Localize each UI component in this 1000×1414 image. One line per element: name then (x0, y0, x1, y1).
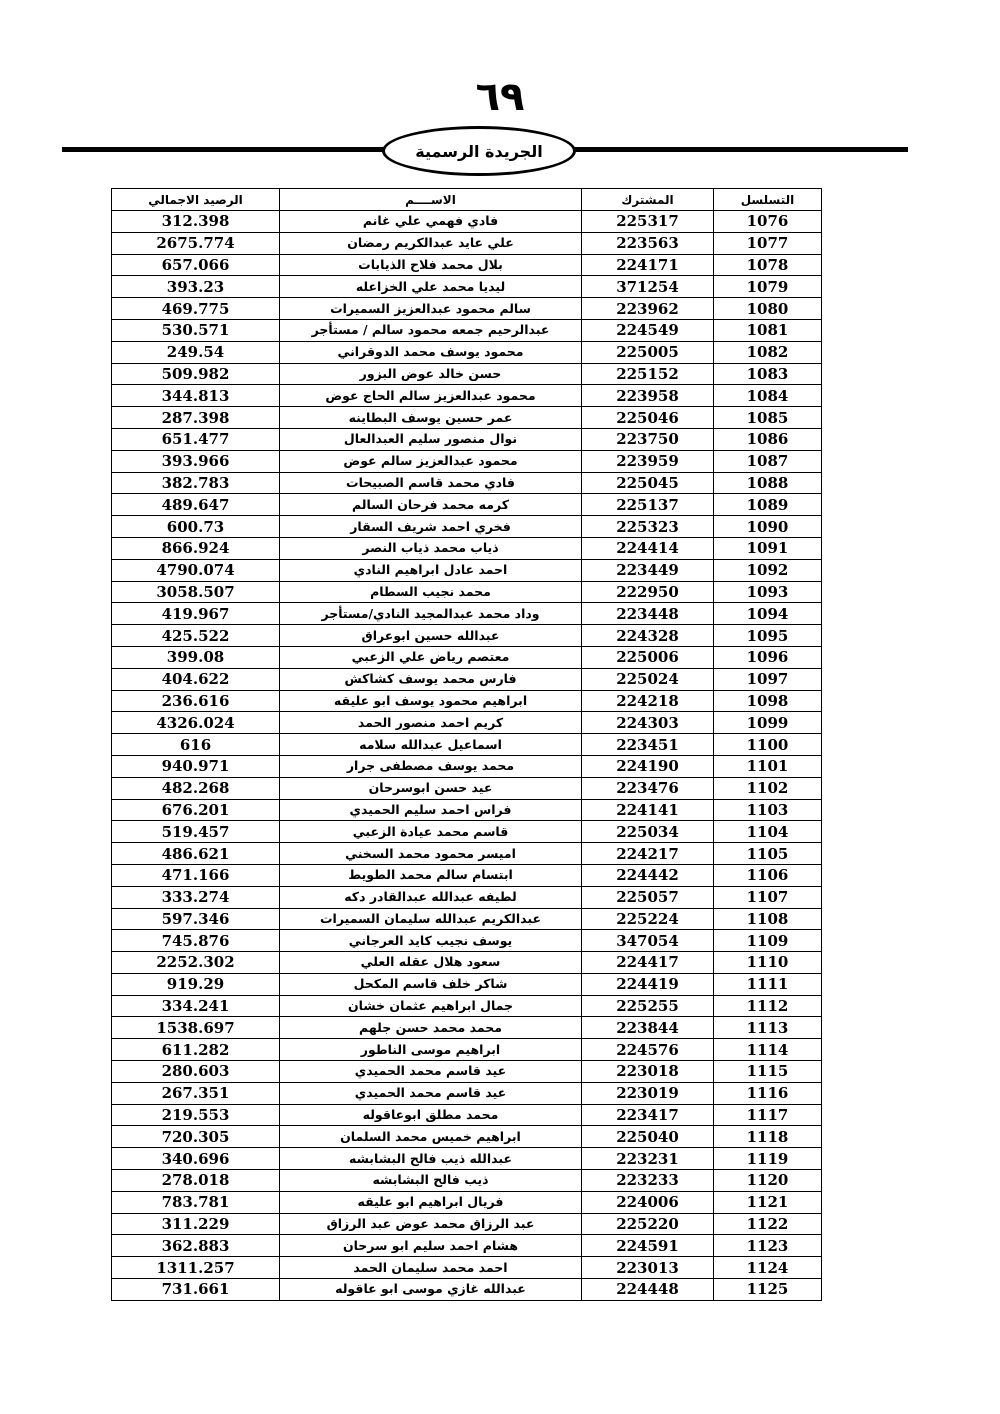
cell-name: سالم محمود عبدالعزيز السميرات (280, 298, 582, 320)
table-row (112, 298, 822, 320)
cell-balance: 866.924 (112, 537, 280, 559)
cell-serial: 1081 (714, 319, 822, 341)
cell-balance: 469.775 (112, 298, 280, 320)
table-row (112, 864, 822, 886)
cell-balance: 1311.257 (112, 1257, 280, 1279)
cell-serial: 1104 (714, 821, 822, 843)
cell-subscriber: 223449 (582, 559, 714, 581)
cell-subscriber: 224414 (582, 537, 714, 559)
cell-name: محمود يوسف محمد الدوقراني (280, 341, 582, 363)
cell-serial: 1093 (714, 581, 822, 603)
cell-subscriber: 225137 (582, 494, 714, 516)
cell-balance: 657.066 (112, 254, 280, 276)
cell-name: عبدالله حسين ابوعراق (280, 625, 582, 647)
cell-balance: 382.783 (112, 472, 280, 494)
cell-name: محمود عبدالعزيز سالم عوض (280, 450, 582, 472)
cell-balance: 236.616 (112, 690, 280, 712)
cell-balance: 312.398 (112, 211, 280, 233)
cell-serial: 1120 (714, 1170, 822, 1192)
cell-balance: 600.73 (112, 516, 280, 538)
cell-serial: 1087 (714, 450, 822, 472)
cell-name: ليديا محمد علي الخزاعله (280, 276, 582, 298)
cell-balance: 393.966 (112, 450, 280, 472)
cell-name: سعود هلال عقله العلي (280, 952, 582, 974)
cell-subscriber: 224006 (582, 1191, 714, 1213)
cell-name: محمد يوسف مصطفى جرار (280, 755, 582, 777)
cell-name: عبدالله ذيب فالح البشابشه (280, 1148, 582, 1170)
cell-subscriber: 222950 (582, 581, 714, 603)
cell-subscriber: 224328 (582, 625, 714, 647)
cell-balance: 783.781 (112, 1191, 280, 1213)
cell-serial: 1098 (714, 690, 822, 712)
cell-subscriber: 223019 (582, 1082, 714, 1104)
table-row (112, 1191, 822, 1213)
cell-subscriber: 223013 (582, 1257, 714, 1279)
cell-name: كريم احمد منصور الحمد (280, 712, 582, 734)
table-row (112, 385, 822, 407)
cell-serial: 1112 (714, 995, 822, 1017)
table-row (112, 407, 822, 429)
cell-balance: 287.398 (112, 407, 280, 429)
cell-balance: 4326.024 (112, 712, 280, 734)
cell-subscriber: 225006 (582, 646, 714, 668)
cell-subscriber: 225152 (582, 363, 714, 385)
cell-balance: 3058.507 (112, 581, 280, 603)
cell-serial: 1122 (714, 1213, 822, 1235)
table-row (112, 668, 822, 690)
table-row (112, 973, 822, 995)
table-row (112, 1213, 822, 1235)
cell-balance: 278.018 (112, 1170, 280, 1192)
cell-name: يوسف نجيب كايد العرجاني (280, 930, 582, 952)
cell-balance: 731.661 (112, 1279, 280, 1301)
cell-balance: 2252.302 (112, 952, 280, 974)
cell-name: كرمه محمد فرحان السالم (280, 494, 582, 516)
header-balance: الرصيد الاجمالي (112, 189, 280, 211)
cell-subscriber: 223563 (582, 232, 714, 254)
cell-name: علي عايد عبدالكريم رمضان (280, 232, 582, 254)
cell-serial: 1082 (714, 341, 822, 363)
header-serial: التسلسل (714, 189, 822, 211)
cell-subscriber: 225024 (582, 668, 714, 690)
table-row (112, 1061, 822, 1083)
cell-name: عمر حسين يوسف البطاينه (280, 407, 582, 429)
cell-subscriber: 371254 (582, 276, 714, 298)
cell-name: فادي محمد قاسم الصبيحات (280, 472, 582, 494)
cell-name: عبدالكريم عبدالله سليمان السميرات (280, 908, 582, 930)
cell-subscriber: 223750 (582, 428, 714, 450)
page-number: ٦٩ (475, 74, 525, 120)
cell-subscriber: 225255 (582, 995, 714, 1017)
cell-subscriber: 223476 (582, 777, 714, 799)
cell-balance: 509.982 (112, 363, 280, 385)
gazette-title-oval (382, 126, 576, 176)
table-row (112, 276, 822, 298)
cell-balance: 720.305 (112, 1126, 280, 1148)
cell-balance: 486.621 (112, 843, 280, 865)
table-row (112, 799, 822, 821)
table-row (112, 559, 822, 581)
table-row (112, 843, 822, 865)
cell-serial: 1125 (714, 1279, 822, 1301)
cell-subscriber: 225040 (582, 1126, 714, 1148)
table-row (112, 341, 822, 363)
cell-serial: 1118 (714, 1126, 822, 1148)
cell-subscriber: 225323 (582, 516, 714, 538)
cell-serial: 1089 (714, 494, 822, 516)
cell-subscriber: 224576 (582, 1039, 714, 1061)
cell-serial: 1113 (714, 1017, 822, 1039)
cell-serial: 1085 (714, 407, 822, 429)
cell-subscriber: 223417 (582, 1104, 714, 1126)
cell-name: ذياب محمد ذياب النصر (280, 537, 582, 559)
cell-serial: 1117 (714, 1104, 822, 1126)
table-row (112, 821, 822, 843)
cell-name: عبد الرزاق محمد عوض عبد الرزاق (280, 1213, 582, 1235)
cell-serial: 1111 (714, 973, 822, 995)
cell-serial: 1124 (714, 1257, 822, 1279)
cell-balance: 399.08 (112, 646, 280, 668)
cell-name: محمد مطلق ابوعاقوله (280, 1104, 582, 1126)
cell-serial: 1103 (714, 799, 822, 821)
cell-serial: 1114 (714, 1039, 822, 1061)
cell-balance: 344.813 (112, 385, 280, 407)
cell-name: جمال ابراهيم عثمان خشان (280, 995, 582, 1017)
cell-subscriber: 224171 (582, 254, 714, 276)
cell-name: احمد عادل ابراهيم النادي (280, 559, 582, 581)
cell-serial: 1090 (714, 516, 822, 538)
cell-name: احمد محمد سليمان الحمد (280, 1257, 582, 1279)
cell-subscriber: 225224 (582, 908, 714, 930)
cell-name: حسن خالد عوض البزور (280, 363, 582, 385)
table-row (112, 908, 822, 930)
cell-subscriber: 224448 (582, 1279, 714, 1301)
table-row (112, 995, 822, 1017)
table-row (112, 428, 822, 450)
cell-serial: 1116 (714, 1082, 822, 1104)
cell-balance: 219.553 (112, 1104, 280, 1126)
cell-serial: 1083 (714, 363, 822, 385)
cell-name: فراس احمد سليم الحميدي (280, 799, 582, 821)
cell-name: ابراهيم خميس محمد السلمان (280, 1126, 582, 1148)
cell-subscriber: 225045 (582, 472, 714, 494)
table-row (112, 1170, 822, 1192)
cell-balance: 745.876 (112, 930, 280, 952)
cell-subscriber: 224218 (582, 690, 714, 712)
cell-subscriber: 224190 (582, 755, 714, 777)
cell-subscriber: 225005 (582, 341, 714, 363)
cell-name: اسماعيل عبدالله سلامه (280, 734, 582, 756)
cell-name: نوال منصور سليم العبدالعال (280, 428, 582, 450)
cell-name: شاكر خلف قاسم المكحل (280, 973, 582, 995)
cell-serial: 1106 (714, 864, 822, 886)
table-row (112, 734, 822, 756)
table-row (112, 254, 822, 276)
cell-serial: 1095 (714, 625, 822, 647)
table-row (112, 319, 822, 341)
table-row (112, 777, 822, 799)
table-row (112, 472, 822, 494)
cell-serial: 1092 (714, 559, 822, 581)
cell-name: عيد قاسم محمد الحميدي (280, 1061, 582, 1083)
cell-subscriber: 223018 (582, 1061, 714, 1083)
cell-balance: 471.166 (112, 864, 280, 886)
cell-subscriber: 223233 (582, 1170, 714, 1192)
cell-subscriber: 225034 (582, 821, 714, 843)
table-row (112, 363, 822, 385)
table-row (112, 1148, 822, 1170)
cell-name: وداد محمد عبدالمجيد النادي/مستأجر (280, 603, 582, 625)
table-row (112, 603, 822, 625)
table-row (112, 952, 822, 974)
cell-serial: 1109 (714, 930, 822, 952)
table-row (112, 1235, 822, 1257)
cell-subscriber: 223448 (582, 603, 714, 625)
cell-serial: 1086 (714, 428, 822, 450)
cell-serial: 1097 (714, 668, 822, 690)
table-row (112, 494, 822, 516)
gazette-title: الجريدة الرسمية (415, 141, 543, 161)
table-row (112, 646, 822, 668)
cell-subscriber: 223958 (582, 385, 714, 407)
cell-balance: 280.603 (112, 1061, 280, 1083)
cell-subscriber: 225046 (582, 407, 714, 429)
cell-name: ابراهيم موسى الناطور (280, 1039, 582, 1061)
cell-balance: 333.274 (112, 886, 280, 908)
cell-balance: 940.971 (112, 755, 280, 777)
table-row (112, 1017, 822, 1039)
table-row (112, 712, 822, 734)
cell-balance: 611.282 (112, 1039, 280, 1061)
cell-balance: 393.23 (112, 276, 280, 298)
cell-balance: 489.647 (112, 494, 280, 516)
cell-serial: 1079 (714, 276, 822, 298)
cell-balance: 519.457 (112, 821, 280, 843)
cell-balance: 616 (112, 734, 280, 756)
table-row (112, 450, 822, 472)
cell-balance: 597.346 (112, 908, 280, 930)
cell-subscriber: 223231 (582, 1148, 714, 1170)
subscribers-table (111, 188, 822, 1301)
cell-name: ذيب فالح البشابشه (280, 1170, 582, 1192)
cell-subscriber: 225057 (582, 886, 714, 908)
cell-name: محمد محمد حسن جلهم (280, 1017, 582, 1039)
cell-name: معتصم رياض علي الزعبي (280, 646, 582, 668)
table-body (112, 211, 822, 1301)
cell-balance: 419.967 (112, 603, 280, 625)
table-row (112, 1257, 822, 1279)
cell-balance: 404.622 (112, 668, 280, 690)
cell-subscriber: 347054 (582, 930, 714, 952)
cell-serial: 1088 (714, 472, 822, 494)
table-row (112, 581, 822, 603)
cell-subscriber: 224442 (582, 864, 714, 886)
cell-subscriber: 224591 (582, 1235, 714, 1257)
header-subscriber: المشترك (582, 189, 714, 211)
cell-serial: 1115 (714, 1061, 822, 1083)
cell-serial: 1077 (714, 232, 822, 254)
cell-balance: 676.201 (112, 799, 280, 821)
cell-subscriber: 225220 (582, 1213, 714, 1235)
table-row (112, 516, 822, 538)
table-row (112, 625, 822, 647)
cell-balance: 340.696 (112, 1148, 280, 1170)
cell-name: فادي فهمي علي غانم (280, 211, 582, 233)
cell-balance: 425.522 (112, 625, 280, 647)
cell-serial: 1110 (714, 952, 822, 974)
cell-name: محمود عبدالعزيز سالم الحاج عوض (280, 385, 582, 407)
cell-serial: 1105 (714, 843, 822, 865)
cell-serial: 1102 (714, 777, 822, 799)
cell-balance: 919.29 (112, 973, 280, 995)
table-row (112, 211, 822, 233)
cell-serial: 1099 (714, 712, 822, 734)
table-row (112, 755, 822, 777)
cell-name: بلال محمد فلاح الذيابات (280, 254, 582, 276)
cell-subscriber: 224417 (582, 952, 714, 974)
cell-name: ابتسام سالم محمد الطويط (280, 864, 582, 886)
cell-balance: 362.883 (112, 1235, 280, 1257)
table-row (112, 232, 822, 254)
cell-serial: 1084 (714, 385, 822, 407)
table-row (112, 886, 822, 908)
table-row (112, 930, 822, 952)
cell-name: عبدالله غازي موسى ابو عاقوله (280, 1279, 582, 1301)
cell-name: ابراهيم محمود يوسف ابو عليقه (280, 690, 582, 712)
cell-serial: 1076 (714, 211, 822, 233)
cell-serial: 1080 (714, 298, 822, 320)
table-row (112, 1104, 822, 1126)
table-row (112, 1039, 822, 1061)
table-row (112, 537, 822, 559)
cell-serial: 1101 (714, 755, 822, 777)
cell-name: عيد حسن ابوسرحان (280, 777, 582, 799)
cell-name: اميسر محمود محمد السخني (280, 843, 582, 865)
cell-serial: 1107 (714, 886, 822, 908)
table-row (112, 1279, 822, 1301)
cell-balance: 2675.774 (112, 232, 280, 254)
cell-name: محمد نجيب السطام (280, 581, 582, 603)
cell-balance: 249.54 (112, 341, 280, 363)
cell-balance: 311.229 (112, 1213, 280, 1235)
cell-subscriber: 223962 (582, 298, 714, 320)
cell-serial: 1119 (714, 1148, 822, 1170)
cell-balance: 334.241 (112, 995, 280, 1017)
table-row (112, 1082, 822, 1104)
table-row (112, 1126, 822, 1148)
cell-subscriber: 225317 (582, 211, 714, 233)
cell-subscriber: 223844 (582, 1017, 714, 1039)
cell-subscriber: 224303 (582, 712, 714, 734)
cell-name: فارس محمد يوسف كشاكش (280, 668, 582, 690)
cell-serial: 1094 (714, 603, 822, 625)
cell-balance: 4790.074 (112, 559, 280, 581)
cell-balance: 651.477 (112, 428, 280, 450)
cell-name: لطيفه عبدالله عبدالقادر دكه (280, 886, 582, 908)
cell-balance: 267.351 (112, 1082, 280, 1104)
cell-subscriber: 223959 (582, 450, 714, 472)
cell-balance: 530.571 (112, 319, 280, 341)
cell-serial: 1091 (714, 537, 822, 559)
cell-subscriber: 224217 (582, 843, 714, 865)
cell-subscriber: 223451 (582, 734, 714, 756)
header-name: الاســــم (280, 189, 582, 211)
cell-serial: 1123 (714, 1235, 822, 1257)
cell-subscriber: 224419 (582, 973, 714, 995)
cell-balance: 1538.697 (112, 1017, 280, 1039)
cell-serial: 1096 (714, 646, 822, 668)
cell-serial: 1100 (714, 734, 822, 756)
cell-balance: 482.268 (112, 777, 280, 799)
cell-serial: 1121 (714, 1191, 822, 1213)
cell-name: عبدالرحيم جمعه محمود سالم / مستأجر (280, 319, 582, 341)
cell-serial: 1108 (714, 908, 822, 930)
cell-name: عيد قاسم محمد الحميدي (280, 1082, 582, 1104)
cell-name: قاسم محمد عيادة الزعبي (280, 821, 582, 843)
cell-name: فريال ابراهيم ابو عليقه (280, 1191, 582, 1213)
table-header-row (112, 189, 822, 211)
table-row (112, 690, 822, 712)
cell-serial: 1078 (714, 254, 822, 276)
cell-name: هشام احمد سليم ابو سرحان (280, 1235, 582, 1257)
cell-subscriber: 224141 (582, 799, 714, 821)
cell-name: فخري احمد شريف السقار (280, 516, 582, 538)
cell-subscriber: 224549 (582, 319, 714, 341)
